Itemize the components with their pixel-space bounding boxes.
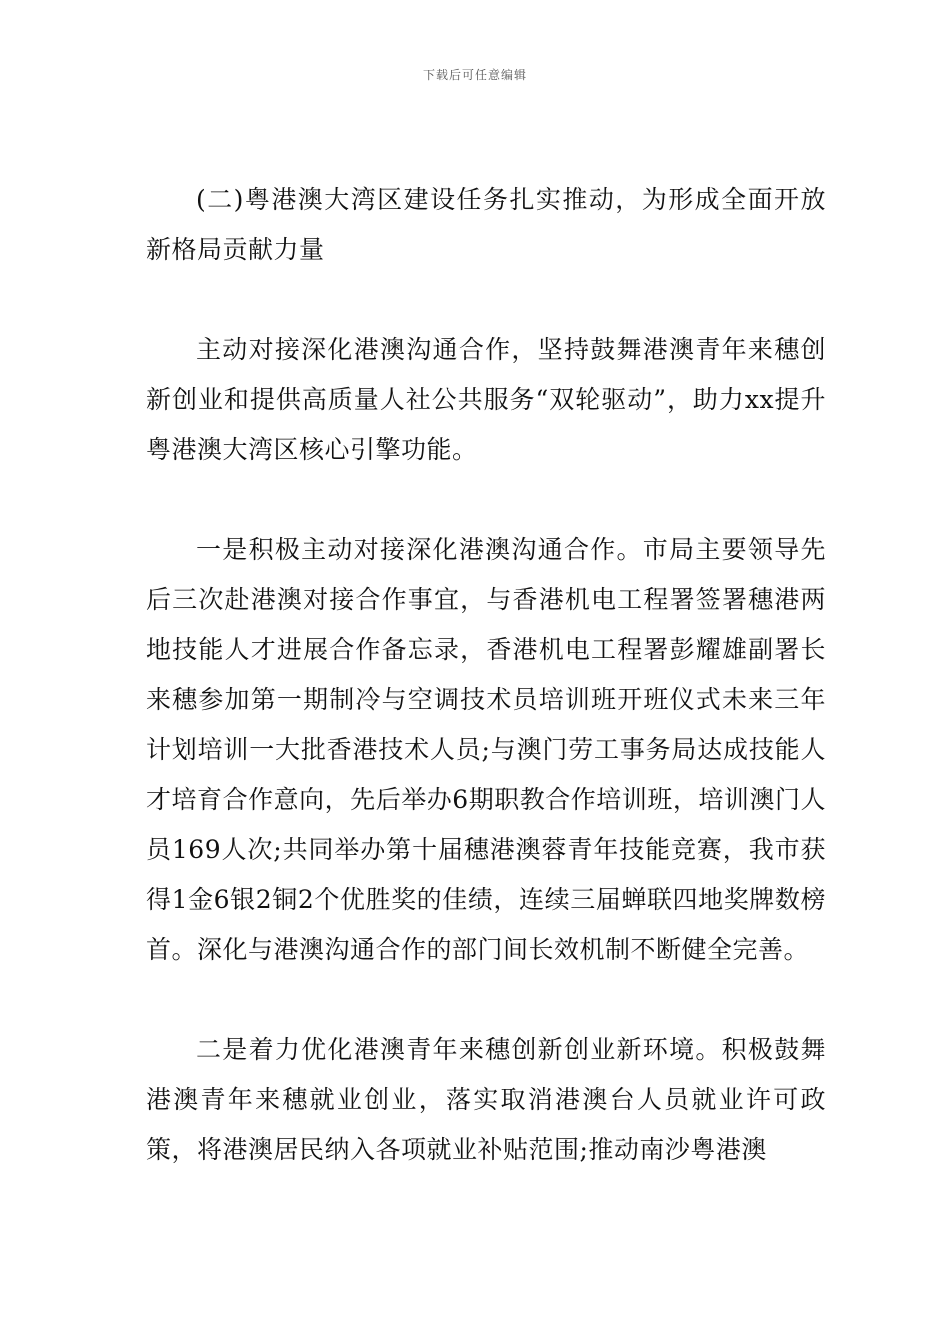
- paragraph-cooperation: 一是积极主动对接深化港澳沟通合作。市局主要领导先后三次赴港澳对接合作事宜，与香港机电工程署签署穗港两地技能人才进展合作备忘录，香港机电工程署彭耀雄副署长来穗参加第一期制冷与空调技术员培训班开班仪式未来三年计划培训一大批香港技术人员;与澳门劳工事务局达成技能人才培育合作意向，先后举办6期职教合作培训班，培训澳门人员169人次;共同举办第十届穗港澳蓉青年技能竞赛，我市获得1金6银2铜2个优胜奖的佳绩，连续三届蝉联四地奖牌数榜首。深化与港澳沟通合作的部门间长效机制不断健全完善。: [146, 535, 826, 964]
- section-heading: (二)粤港澳大湾区建设任务扎实推动，为形成全面开放新格局贡献力量: [146, 185, 826, 264]
- page-header-note: 下载后可任意编辑: [422, 68, 527, 82]
- paragraph-intro: 主动对接深化港澳沟通合作，坚持鼓舞港澳青年来穗创新创业和提供高质量人社公共服务“双轮驱动”，助力xx提升粤港澳大湾区核心引擎功能。: [146, 335, 826, 464]
- paragraph-entrepreneurship: 二是着力优化港澳青年来穗创新创业新环境。积极鼓舞港澳青年来穗就业创业，落实取消港澳台人员就业许可政策，将港澳居民纳入各项就业补贴范围;推动南沙粤港澳: [146, 1035, 826, 1164]
- document-body: [146, 175, 826, 1175]
